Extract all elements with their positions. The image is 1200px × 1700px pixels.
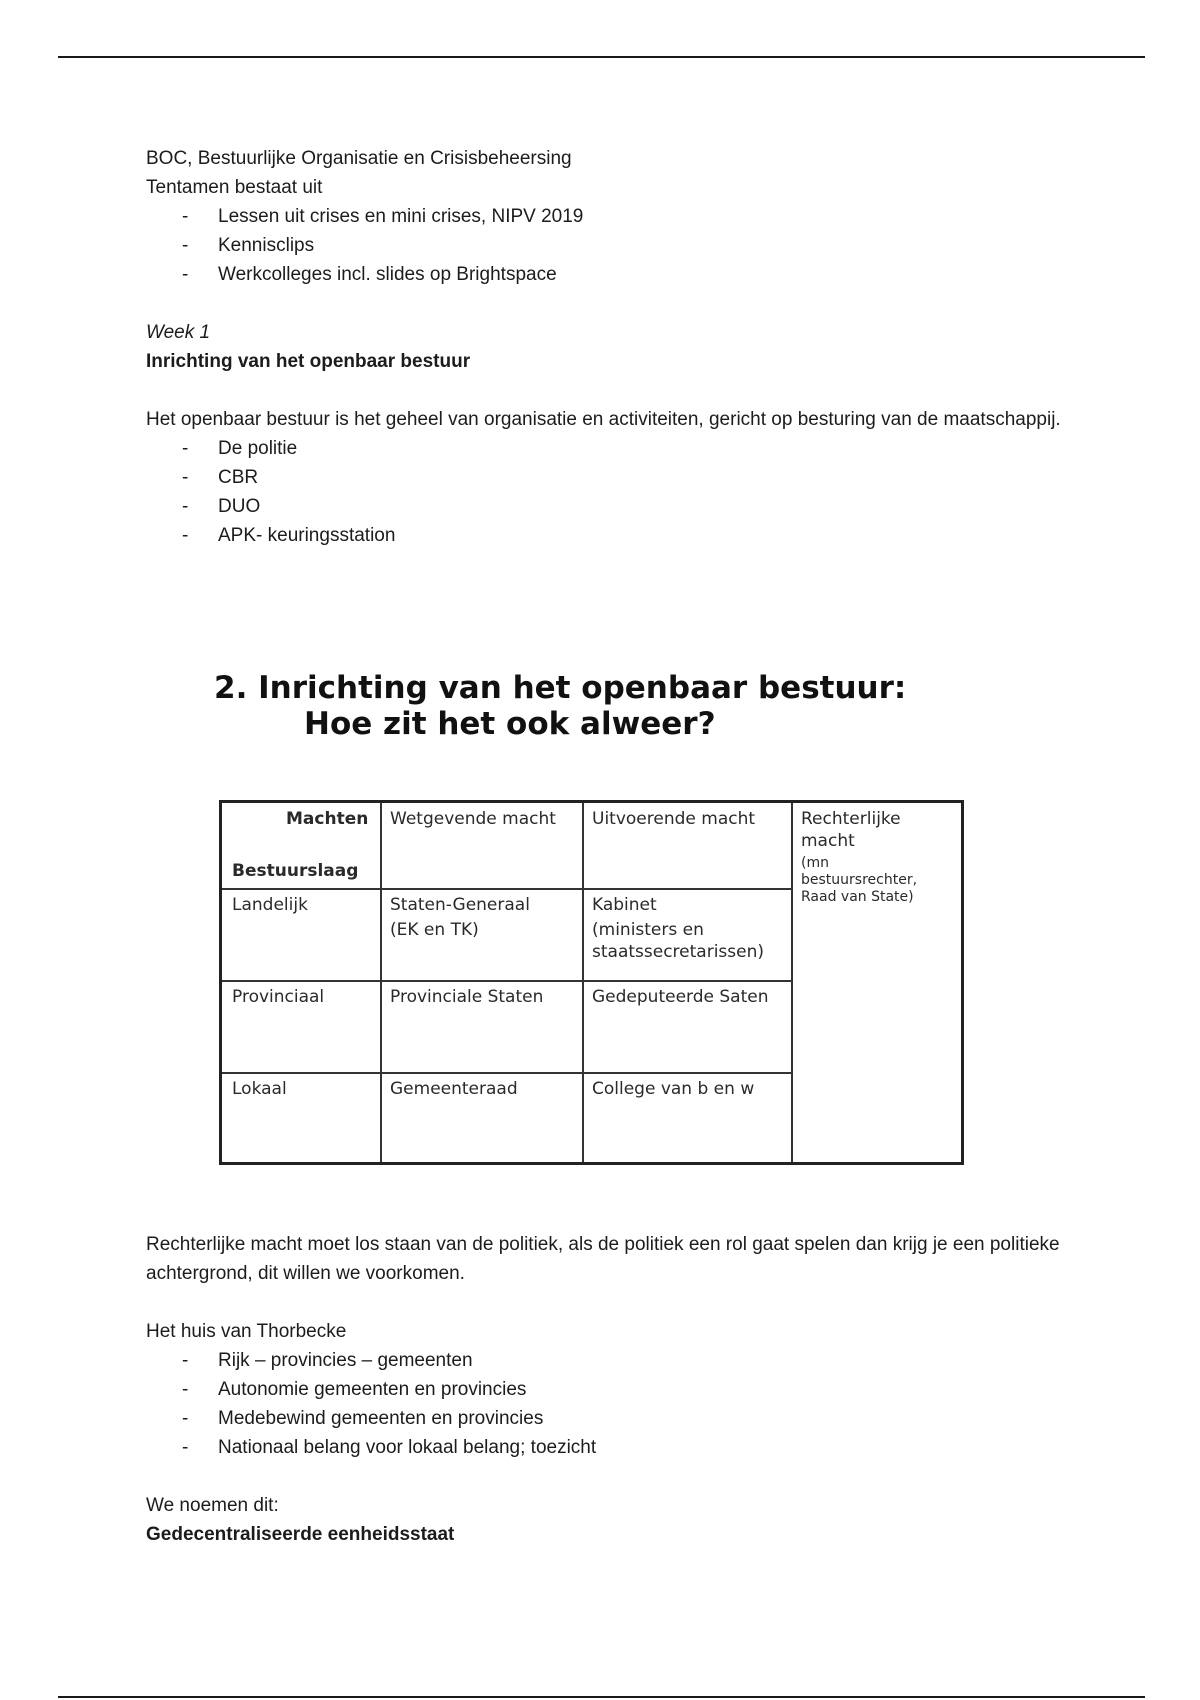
- header-judicial-note: (mn bestuursrechter, Raad van State): [801, 855, 918, 905]
- header-bestuurslaag: Bestuurslaag: [232, 861, 359, 881]
- header-machten: Machten: [286, 809, 369, 829]
- list-item: - Rijk – provincies – gemeenten: [146, 1346, 1066, 1375]
- header-executive: Uitvoerende macht: [592, 809, 756, 829]
- row-layer-local: Lokaal: [232, 1079, 287, 1099]
- slide-figure: [200, 660, 1000, 1180]
- list-item: - DUO: [146, 492, 1066, 521]
- row-legislative-national: Staten-Generaal (EK en TK): [390, 895, 530, 940]
- section-heading: Inrichting van het openbaar bestuur: [146, 351, 471, 372]
- slide-subtitle: Hoe zit het ook alweer?: [304, 706, 716, 742]
- list-item: - APK- keuringsstation: [146, 521, 1066, 550]
- bottom-rule: [58, 1696, 1145, 1698]
- row-executive-local: College van b en w: [592, 1079, 755, 1099]
- thorbecke-heading: Het huis van Thorbecke: [146, 1321, 347, 1342]
- list-item: - De politie: [146, 434, 1066, 463]
- document-body-continued: [146, 1230, 1066, 1549]
- top-rule: [58, 56, 1145, 58]
- row-legislative-provincial: Provinciale Staten: [390, 987, 544, 1007]
- course-title: BOC, Bestuurlijke Organisatie en Crisisbeheersing: [146, 148, 572, 169]
- row-layer-provincial: Provinciaal: [232, 987, 325, 1007]
- conclusion-term: Gedecentraliseerde eenheidsstaat: [146, 1524, 455, 1545]
- powers-table: [219, 800, 964, 1165]
- list-item: - Autonomie gemeenten en provincies: [146, 1375, 1066, 1404]
- definition-paragraph: Het openbaar bestuur is het geheel van organisatie en activiteiten, gericht op besturing van de maatschappij.: [146, 409, 1061, 430]
- thorbecke-list: [146, 1346, 1066, 1462]
- list-item: - Kennisclips: [146, 231, 1066, 260]
- list-item: - Medebewind gemeenten en provincies: [146, 1404, 1066, 1433]
- header-judicial: Rechterlijke macht: [801, 809, 901, 851]
- list-item: - CBR: [146, 463, 1066, 492]
- example-list: [146, 434, 1066, 550]
- conclusion-lead: We noemen dit:: [146, 1495, 279, 1516]
- judiciary-paragraph: Rechterlijke macht moet los staan van de politiek, als de politiek een rol gaat spelen dan krijg je een politieke achtergrond, dit willen we voorkomen.: [146, 1234, 1060, 1284]
- exam-intro: Tentamen bestaat uit: [146, 177, 323, 198]
- row-executive-national: Kabinet (ministers en staatssecretarissen): [592, 895, 764, 962]
- row-executive-provincial: Gedeputeerde Saten: [592, 987, 769, 1007]
- list-item: - Werkcolleges incl. slides op Brightspace: [146, 260, 1066, 289]
- list-item: - Nationaal belang voor lokaal belang; toezicht: [146, 1433, 1066, 1462]
- document-body: [146, 144, 1066, 550]
- slide-title: 2. Inrichting van het openbaar bestuur:: [214, 670, 907, 706]
- header-legislative: Wetgevende macht: [390, 809, 556, 829]
- exam-list: [146, 202, 1066, 289]
- week-label: Week 1: [146, 322, 211, 343]
- row-layer-national: Landelijk: [232, 895, 308, 915]
- list-item: - Lessen uit crises en mini crises, NIPV 2019: [146, 202, 1066, 231]
- row-legislative-local: Gemeenteraad: [390, 1079, 518, 1099]
